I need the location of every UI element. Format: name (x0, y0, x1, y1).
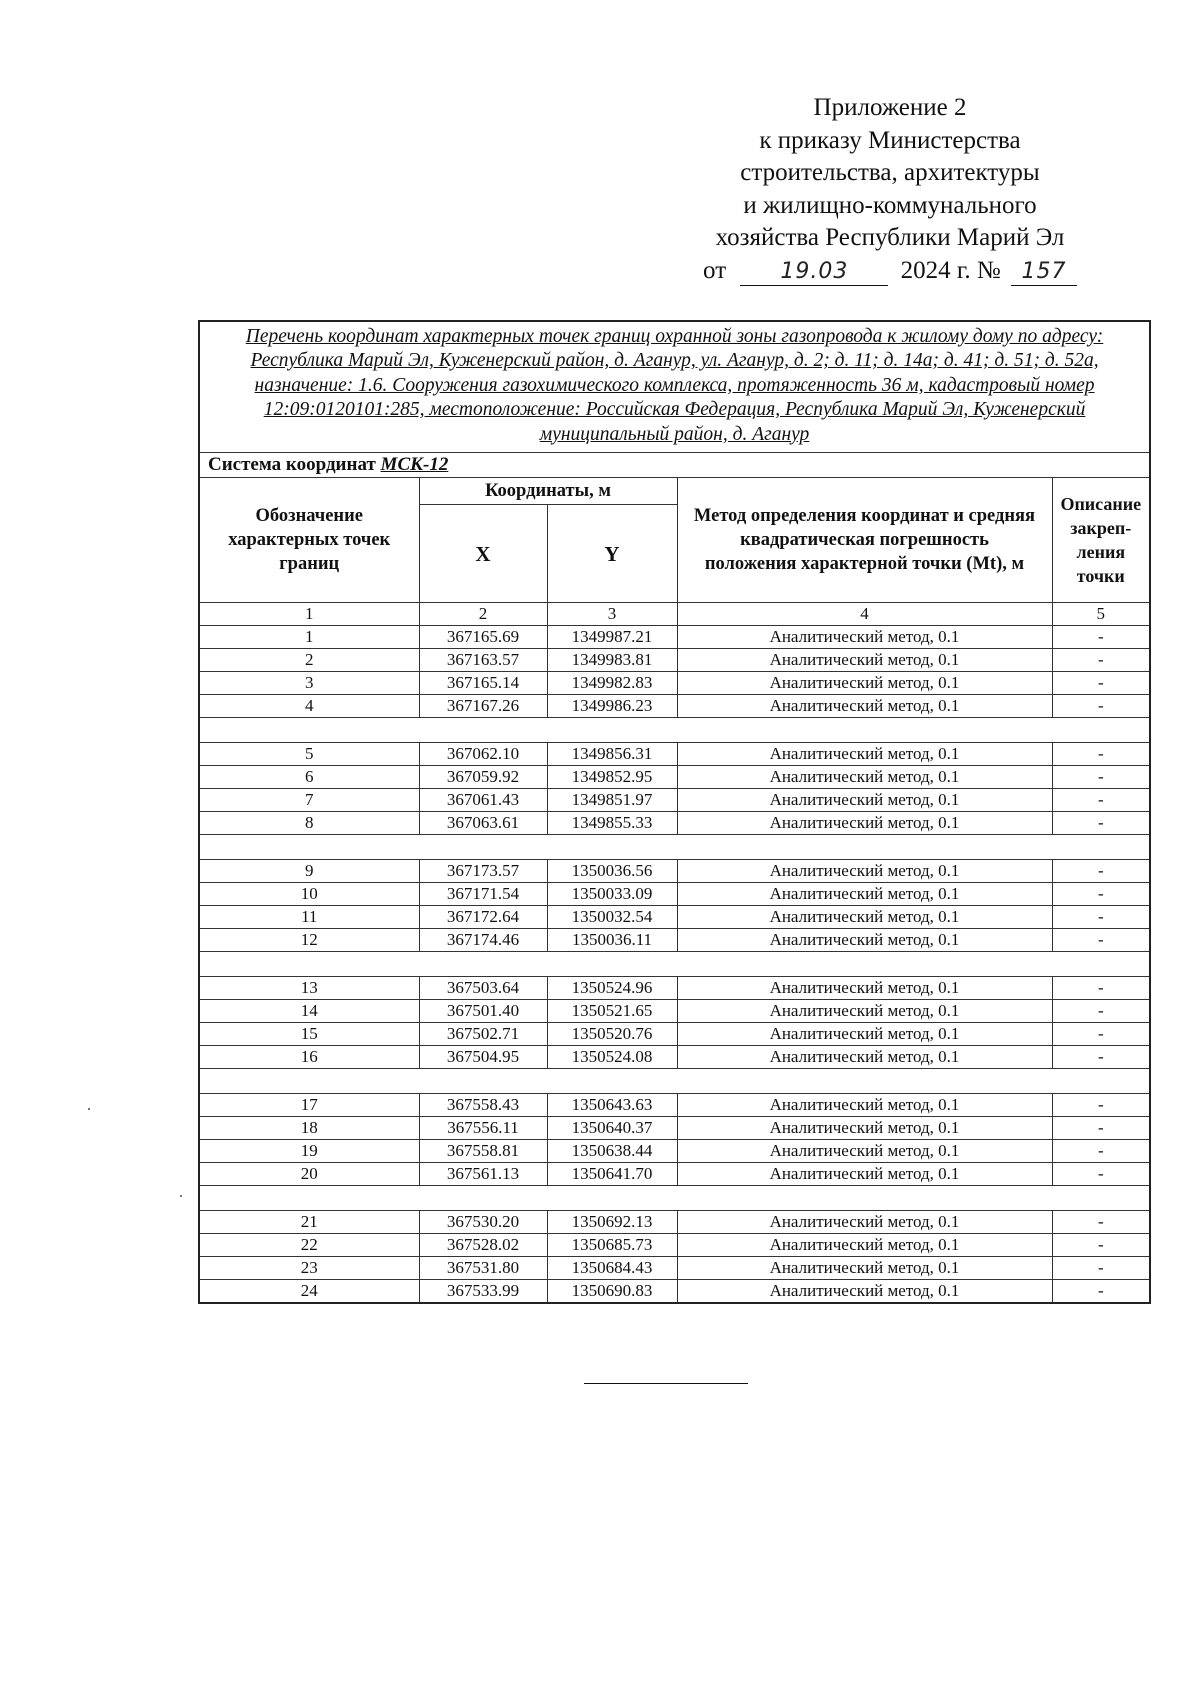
coordinate-system-label: Система координат (208, 454, 376, 476)
method-cell: Аналитический метод, 0.1 (677, 1280, 1052, 1304)
method-cell: Аналитический метод, 0.1 (677, 1046, 1052, 1069)
table-row (199, 860, 1150, 883)
point-number: 12 (199, 929, 419, 952)
point-number: 3 (199, 672, 419, 695)
appendix-line: и жилищно-коммунального (743, 191, 1037, 219)
method-cell: Аналитический метод, 0.1 (677, 812, 1052, 835)
description-cell: - (1052, 906, 1150, 929)
description-cell: - (1052, 766, 1150, 789)
description-cell: - (1052, 1280, 1150, 1304)
table-row (199, 1257, 1150, 1280)
column-number: 5 (1052, 603, 1150, 626)
method-cell: Аналитический метод, 0.1 (677, 1163, 1052, 1186)
coord-x: 367165.69 (419, 626, 547, 649)
description-cell: - (1052, 1163, 1150, 1186)
header-description: Описание закрепления точки (1052, 478, 1150, 603)
table-row (199, 626, 1150, 649)
coord-y: 1349851.97 (547, 789, 677, 812)
year-text: 2024 г. № (900, 256, 1001, 284)
description-cell: - (1052, 860, 1150, 883)
coord-x: 367531.80 (419, 1257, 547, 1280)
coord-y: 1349982.83 (547, 672, 677, 695)
coord-x: 367172.64 (419, 906, 547, 929)
method-cell: Аналитический метод, 0.1 (677, 626, 1052, 649)
table-row (199, 1234, 1150, 1257)
group-separator (199, 1186, 1150, 1211)
description-cell: - (1052, 1257, 1150, 1280)
method-cell: Аналитический метод, 0.1 (677, 672, 1052, 695)
description-cell: - (1052, 1094, 1150, 1117)
coord-y: 1349852.95 (547, 766, 677, 789)
coord-y: 1350520.76 (547, 1023, 677, 1046)
table-row (199, 929, 1150, 952)
coord-x: 367059.92 (419, 766, 547, 789)
coord-x: 367165.14 (419, 672, 547, 695)
column-number: 4 (677, 603, 1052, 626)
table-row (199, 766, 1150, 789)
description-cell: - (1052, 929, 1150, 952)
coord-y: 1350692.13 (547, 1211, 677, 1234)
description-cell: - (1052, 789, 1150, 812)
column-number-row (199, 603, 1150, 626)
description-cell: - (1052, 1234, 1150, 1257)
point-number: 15 (199, 1023, 419, 1046)
coord-y: 1350641.70 (547, 1163, 677, 1186)
method-cell: Аналитический метод, 0.1 (677, 766, 1052, 789)
coordinate-system-name: МСК-12 (380, 454, 449, 476)
coord-x: 367533.99 (419, 1280, 547, 1304)
point-number: 19 (199, 1140, 419, 1163)
coordinate-system-row (199, 453, 1150, 478)
column-number: 2 (419, 603, 547, 626)
coord-x: 367502.71 (419, 1023, 547, 1046)
description-cell: - (1052, 1140, 1150, 1163)
table-row (199, 1117, 1150, 1140)
description-cell: - (1052, 883, 1150, 906)
point-number: 2 (199, 649, 419, 672)
column-number: 3 (547, 603, 677, 626)
point-number: 9 (199, 860, 419, 883)
table-caption: Перечень координат характерных точек границ охранной зоны газопровода к жилому дому по адресу: Республика Марий Эл, Куженерский район, д. Аганур, ул. Аганур, д. 2; д. 11; д. 14а; д. 41; д. 51; д. 52а, назначение: 1.6. Сооружения газохимического комплекса, протяженность 36 м, кадастровый номер 12:09:0120101:285, местоположение: Российская Федерация, Республика Марий Эл, Куженерский муниципальный район, д. Аганур (199, 321, 1150, 453)
coord-x: 367556.11 (419, 1117, 547, 1140)
appendix-header (680, 92, 1100, 287)
coord-x: 367062.10 (419, 743, 547, 766)
table-row (199, 1023, 1150, 1046)
coord-x: 367061.43 (419, 789, 547, 812)
point-number: 6 (199, 766, 419, 789)
table-row (199, 1211, 1150, 1234)
table-row (199, 883, 1150, 906)
method-cell: Аналитический метод, 0.1 (677, 906, 1052, 929)
point-number: 20 (199, 1163, 419, 1186)
point-number: 8 (199, 812, 419, 835)
coord-x: 367528.02 (419, 1234, 547, 1257)
method-cell: Аналитический метод, 0.1 (677, 1117, 1052, 1140)
description-cell: - (1052, 1211, 1150, 1234)
point-number: 13 (199, 977, 419, 1000)
coord-y: 1350032.54 (547, 906, 677, 929)
method-cell: Аналитический метод, 0.1 (677, 1140, 1052, 1163)
method-cell: Аналитический метод, 0.1 (677, 977, 1052, 1000)
group-separator-row (199, 1186, 1150, 1211)
table-row (199, 649, 1150, 672)
handwritten-order-number: 157 (1021, 258, 1067, 284)
method-cell: Аналитический метод, 0.1 (677, 649, 1052, 672)
point-number: 4 (199, 695, 419, 718)
method-cell: Аналитический метод, 0.1 (677, 1094, 1052, 1117)
method-cell: Аналитический метод, 0.1 (677, 860, 1052, 883)
point-number: 10 (199, 883, 419, 906)
coord-y: 1350690.83 (547, 1280, 677, 1304)
table-row (199, 695, 1150, 718)
coord-x: 367063.61 (419, 812, 547, 835)
coord-x: 367171.54 (419, 883, 547, 906)
coord-y: 1350036.11 (547, 929, 677, 952)
coord-y: 1349856.31 (547, 743, 677, 766)
header-coordinates: Координаты, м (419, 478, 677, 505)
appendix-line: к приказу Министерства (759, 126, 1021, 154)
table-row (199, 672, 1150, 695)
order-date-row (680, 255, 1100, 288)
description-cell: - (1052, 1023, 1150, 1046)
scan-speck (180, 1195, 182, 1197)
group-separator (199, 952, 1150, 977)
table-row (199, 789, 1150, 812)
group-separator-row (199, 718, 1150, 743)
coord-y: 1350684.43 (547, 1257, 677, 1280)
coord-x: 367501.40 (419, 1000, 547, 1023)
table-row (199, 906, 1150, 929)
coord-x: 367503.64 (419, 977, 547, 1000)
coord-x: 367174.46 (419, 929, 547, 952)
coord-x: 367163.57 (419, 649, 547, 672)
table-row (199, 743, 1150, 766)
description-cell: - (1052, 1117, 1150, 1140)
coord-x: 367561.13 (419, 1163, 547, 1186)
coord-y: 1350033.09 (547, 883, 677, 906)
closing-line (584, 1383, 748, 1384)
method-cell: Аналитический метод, 0.1 (677, 1257, 1052, 1280)
point-number: 17 (199, 1094, 419, 1117)
coord-x: 367558.81 (419, 1140, 547, 1163)
table-row (199, 1046, 1150, 1069)
point-number: 23 (199, 1257, 419, 1280)
coord-x: 367173.57 (419, 860, 547, 883)
handwritten-date: 19.03 (780, 258, 849, 284)
header-x: X (419, 505, 547, 603)
description-cell: - (1052, 743, 1150, 766)
description-cell: - (1052, 695, 1150, 718)
method-cell: Аналитический метод, 0.1 (677, 789, 1052, 812)
coord-y: 1350524.08 (547, 1046, 677, 1069)
scan-speck (88, 1108, 90, 1110)
caption-row (199, 321, 1150, 453)
description-cell: - (1052, 1000, 1150, 1023)
coord-y: 1350524.96 (547, 977, 677, 1000)
group-separator-row (199, 1069, 1150, 1094)
table-row (199, 812, 1150, 835)
method-cell: Аналитический метод, 0.1 (677, 929, 1052, 952)
coord-y: 1350036.56 (547, 860, 677, 883)
appendix-line: строительства, архитектуры (740, 159, 1040, 186)
coordinate-system (199, 453, 1150, 478)
coord-y: 1350521.65 (547, 1000, 677, 1023)
table-row (199, 1000, 1150, 1023)
header-y: Y (547, 505, 677, 603)
point-number: 14 (199, 1000, 419, 1023)
header-designation: Обозначение характерных точек границ (199, 478, 419, 603)
header-method: Метод определения координат и средняя квадратическая погрешность положения характерной точки (Mt), м (677, 478, 1052, 603)
point-number: 16 (199, 1046, 419, 1069)
table-row (199, 1094, 1150, 1117)
table-row (199, 1163, 1150, 1186)
order-number-field (1011, 258, 1077, 286)
column-number: 1 (199, 603, 419, 626)
table-row (199, 977, 1150, 1000)
method-cell: Аналитический метод, 0.1 (677, 695, 1052, 718)
point-number: 11 (199, 906, 419, 929)
method-cell: Аналитический метод, 0.1 (677, 1023, 1052, 1046)
coord-x: 367558.43 (419, 1094, 547, 1117)
description-cell: - (1052, 649, 1150, 672)
coord-x: 367504.95 (419, 1046, 547, 1069)
coord-y: 1349986.23 (547, 695, 677, 718)
point-number: 5 (199, 743, 419, 766)
method-cell: Аналитический метод, 0.1 (677, 1211, 1052, 1234)
coord-y: 1350638.44 (547, 1140, 677, 1163)
point-number: 18 (199, 1117, 419, 1140)
coord-y: 1349855.33 (547, 812, 677, 835)
description-cell: - (1052, 626, 1150, 649)
group-separator (199, 718, 1150, 743)
description-cell: - (1052, 812, 1150, 835)
point-number: 24 (199, 1280, 419, 1304)
point-number: 7 (199, 789, 419, 812)
description-cell: - (1052, 977, 1150, 1000)
coordinates-table (198, 320, 1151, 1304)
point-number: 21 (199, 1211, 419, 1234)
table-row (199, 1140, 1150, 1163)
coord-y: 1350643.63 (547, 1094, 677, 1117)
point-number: 1 (199, 626, 419, 649)
coord-x: 367530.20 (419, 1211, 547, 1234)
appendix-line: хозяйства Республики Марий Эл (715, 224, 1065, 251)
method-cell: Аналитический метод, 0.1 (677, 883, 1052, 906)
method-cell: Аналитический метод, 0.1 (677, 743, 1052, 766)
method-cell: Аналитический метод, 0.1 (677, 1234, 1052, 1257)
method-cell: Аналитический метод, 0.1 (677, 1000, 1052, 1023)
coord-y: 1349987.21 (547, 626, 677, 649)
group-separator-row (199, 835, 1150, 860)
coord-y: 1349983.81 (547, 649, 677, 672)
description-cell: - (1052, 672, 1150, 695)
date-field (740, 258, 888, 286)
date-prefix: от (703, 256, 727, 284)
group-separator (199, 835, 1150, 860)
header-row (199, 478, 1150, 505)
point-number: 22 (199, 1234, 419, 1257)
coord-y: 1350685.73 (547, 1234, 677, 1257)
description-cell: - (1052, 1046, 1150, 1069)
appendix-line: Приложение 2 (813, 94, 967, 121)
coord-x: 367167.26 (419, 695, 547, 718)
table-row (199, 1280, 1150, 1304)
coord-y: 1350640.37 (547, 1117, 677, 1140)
group-separator-row (199, 952, 1150, 977)
group-separator (199, 1069, 1150, 1094)
